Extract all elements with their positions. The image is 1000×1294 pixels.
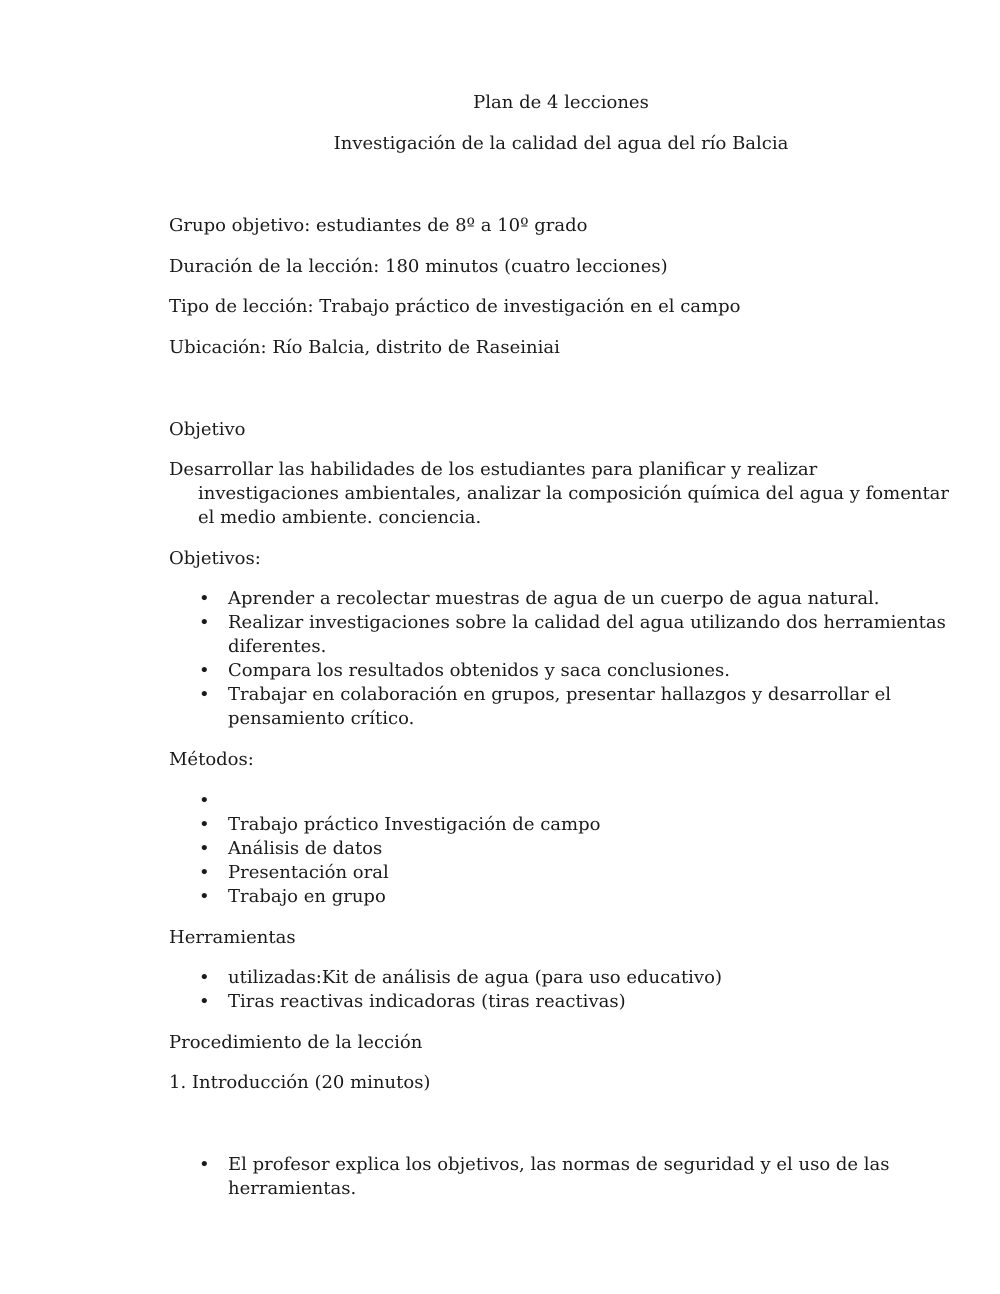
objetivo-line: el medio ambiente. conciencia.: [198, 507, 482, 528]
list-item: [195, 837, 955, 861]
objetivo-heading: Objetivo: [169, 419, 246, 440]
list-item: [195, 659, 955, 683]
bullet-icon: •: [199, 838, 210, 859]
list-item-text: Realizar investigaciones sobre la calidad del agua utilizando dos herramientas: [228, 612, 946, 633]
info-duracion: Duración de la lección: 180 minutos (cuatro lecciones): [169, 256, 668, 277]
list-item-text: diferentes.: [228, 636, 327, 657]
list-item: [195, 683, 955, 731]
objetivo-paragraph: [169, 458, 959, 530]
list-item: [195, 861, 955, 885]
list-item: [195, 966, 955, 990]
document-subtitle: Investigación de la calidad del agua del río Balcia: [333, 133, 789, 154]
list-item-text: Trabajo práctico Investigación de campo: [228, 814, 601, 835]
list-item: [195, 611, 955, 659]
list-item-text: Análisis de datos: [228, 838, 383, 859]
list-item-text: Trabajar en colaboración en grupos, presentar hallazgos y desarrollar el: [228, 684, 892, 705]
list-item: [195, 813, 955, 837]
objetivo-line: Desarrollar las habilidades de los estudiantes para planificar y realizar: [169, 459, 818, 480]
bullet-icon: •: [199, 588, 210, 609]
list-item: [195, 587, 955, 611]
objetivos-heading: Objetivos:: [169, 548, 261, 569]
bullet-icon: •: [199, 1154, 210, 1175]
bullet-icon: •: [199, 660, 210, 681]
bullet-icon: •: [199, 967, 210, 988]
list-item: [195, 990, 955, 1014]
bullet-icon: •: [199, 991, 210, 1012]
list-item-text: pensamiento crítico.: [228, 708, 415, 729]
objetivo-line: investigaciones ambientales, analizar la composición química del agua y fomentar: [198, 483, 950, 504]
document-title: Plan de 4 lecciones: [473, 92, 649, 113]
metodos-heading: Métodos:: [169, 749, 254, 770]
metodos-list: [195, 789, 955, 909]
procedimiento-step-1-list: [195, 1153, 955, 1201]
bullet-icon: •: [199, 862, 210, 883]
bullet-icon: •: [199, 684, 210, 705]
procedimiento-heading: Procedimiento de la lección: [169, 1032, 423, 1053]
list-item-text: Trabajo en grupo: [228, 886, 386, 907]
list-item-text: herramientas.: [228, 1178, 357, 1199]
list-item-text: Tiras reactivas indicadoras (tiras reactivas): [228, 991, 626, 1012]
list-item-text: Aprender a recolectar muestras de agua de un cuerpo de agua natural.: [228, 588, 880, 609]
list-item: [195, 789, 955, 813]
bullet-icon: •: [199, 612, 210, 633]
info-ubicacion: Ubicación: Río Balcia, distrito de Raseiniai: [169, 337, 560, 358]
info-tipo: Tipo de lección: Trabajo práctico de investigación en el campo: [169, 296, 741, 317]
list-item-text: utilizadas:Kit de análisis de agua (para uso educativo): [228, 967, 722, 988]
procedimiento-step-1: 1. Introducción (20 minutos): [169, 1072, 431, 1093]
bullet-icon: •: [199, 814, 210, 835]
bullet-icon: •: [199, 886, 210, 907]
list-item-text: Presentación oral: [228, 862, 389, 883]
list-item-text: El profesor explica los objetivos, las normas de seguridad y el uso de las: [228, 1154, 890, 1175]
list-item: [195, 885, 955, 909]
bullet-icon: •: [199, 790, 210, 811]
objetivos-list: [195, 587, 955, 731]
info-grupo: Grupo objetivo: estudiantes de 8º a 10º grado: [169, 215, 588, 236]
list-item: [195, 1153, 955, 1201]
list-item-text: Compara los resultados obtenidos y saca conclusiones.: [228, 660, 730, 681]
herramientas-list: [195, 966, 955, 1014]
herramientas-heading: Herramientas: [169, 927, 296, 948]
